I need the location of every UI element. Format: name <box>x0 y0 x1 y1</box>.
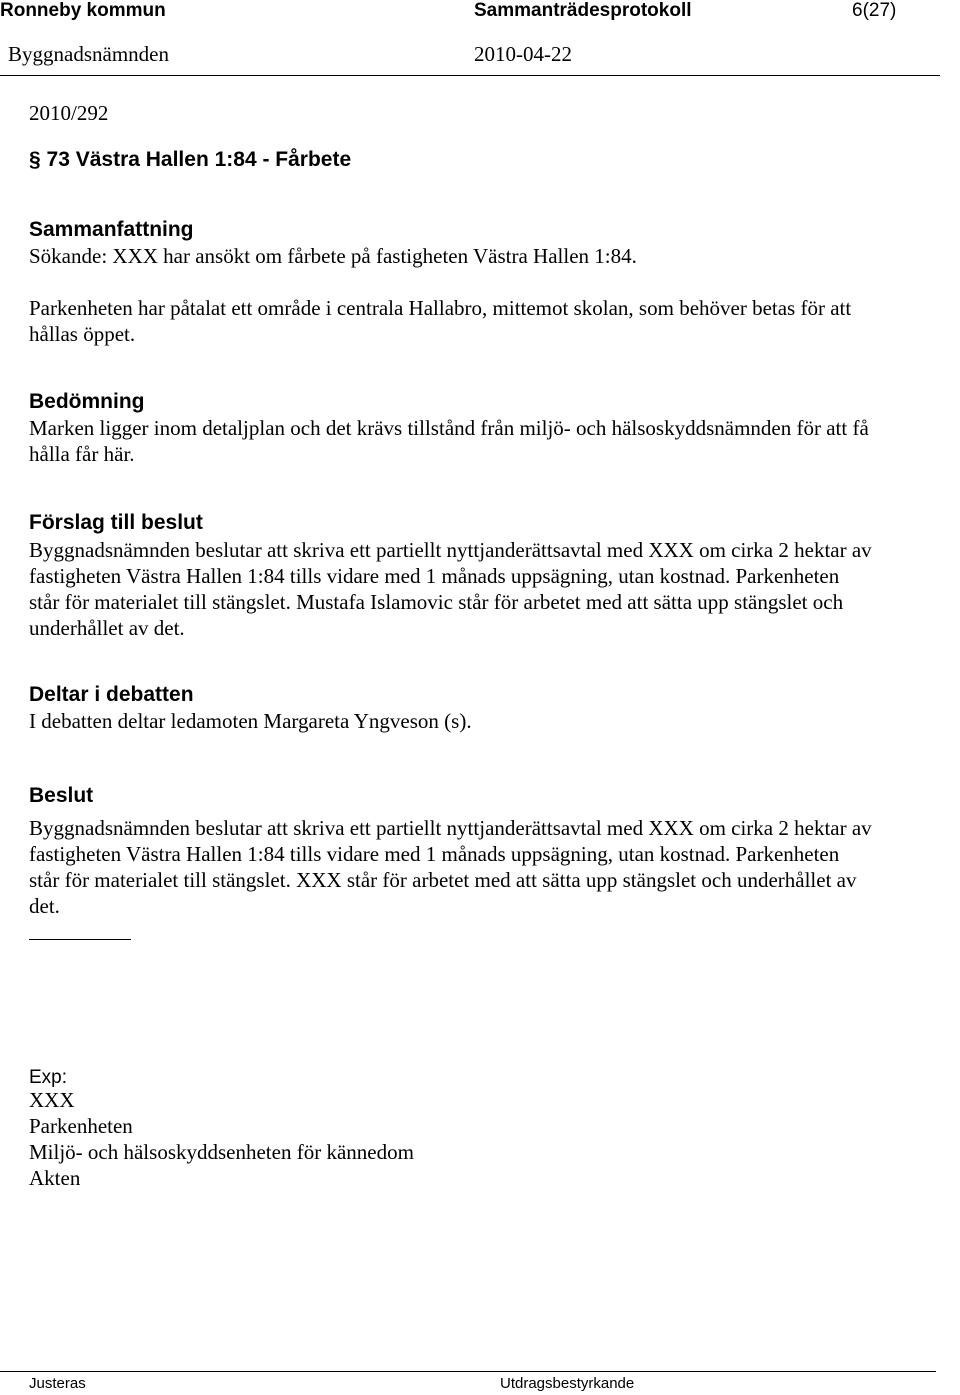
document-type: Sammanträdesprotokoll <box>474 0 692 21</box>
summary-line: hållas öppet. <box>29 322 136 346</box>
committee-name: Byggnadsnämnden <box>8 42 169 66</box>
proposal-heading: Förslag till beslut <box>29 511 203 534</box>
footer-divider <box>0 1371 936 1372</box>
decision-line: fastigheten Västra Hallen 1:84 tills vidare med 1 månads uppsägning, utan kostnad. Parkenheten <box>29 842 840 866</box>
decision-heading: Beslut <box>29 784 94 807</box>
page-number: 6(27) <box>852 0 897 21</box>
end-of-decision-rule <box>29 939 131 940</box>
paragraph-gap <box>29 269 939 295</box>
decision-line: Byggnadsnämnden beslutar att skriva ett partiellt nyttjanderättsavtal med XXX om cirka 2 hektar av <box>29 816 872 840</box>
decision-line: står för materialet till stängslet. XXX står för arbetet med att sätta upp stängslet och underhållet av <box>29 868 857 892</box>
header-divider <box>0 75 940 76</box>
expedition-label: Exp: <box>29 1067 68 1088</box>
expedition-recipient: Akten <box>29 1166 81 1190</box>
expedition-recipient: Miljö- och hälsoskyddsenheten för kännedom <box>29 1140 414 1164</box>
assessment-heading: Bedömning <box>29 390 145 413</box>
decision-line: det. <box>29 894 60 918</box>
meeting-date: 2010-04-22 <box>474 42 572 66</box>
proposal-line: underhållet av det. <box>29 616 185 640</box>
assessment-line: Marken ligger inom detaljplan och det krävs tillstånd från miljö- och hälsoskyddsnämnden för att få <box>29 416 869 440</box>
municipality-name: Ronneby kommun <box>0 0 166 21</box>
proposal-line: Byggnadsnämnden beslutar att skriva ett partiellt nyttjanderättsavtal med XXX om cirka 2 hektar av <box>29 538 872 562</box>
summary-line: Parkenheten har påtalat ett område i centrala Hallabro, mittemot skolan, som behöver betas för att <box>29 296 852 320</box>
expedition-list <box>29 1087 939 1191</box>
decision-text <box>29 815 939 919</box>
summary-line: Sökande: XXX har ansökt om fårbete på fastigheten Västra Hallen 1:84. <box>29 244 637 268</box>
case-number: 2010/292 <box>29 101 109 125</box>
proposal-line: står för materialet till stängslet. Mustafa Islamovic står för arbetet med att sätta upp stängslet och <box>29 590 844 614</box>
debate-heading: Deltar i debatten <box>29 683 194 706</box>
footer-justeras: Justeras <box>29 1375 86 1392</box>
assessment-line: hålla får här. <box>29 442 135 466</box>
proposal-text <box>29 537 939 641</box>
assessment-text <box>29 415 939 467</box>
proposal-line: fastigheten Västra Hallen 1:84 tills vidare med 1 månads uppsägning, utan kostnad. Parkenheten <box>29 564 840 588</box>
debate-text: I debatten deltar ledamoten Margareta Yngveson (s). <box>29 709 472 733</box>
summary-text <box>29 243 939 347</box>
expedition-recipient: XXX <box>29 1088 75 1112</box>
summary-heading: Sammanfattning <box>29 218 194 241</box>
expedition-recipient: Parkenheten <box>29 1114 133 1138</box>
footer-utdragsbestyrkande: Utdragsbestyrkande <box>500 1375 635 1392</box>
case-title: § 73 Västra Hallen 1:84 - Fårbete <box>29 148 352 171</box>
